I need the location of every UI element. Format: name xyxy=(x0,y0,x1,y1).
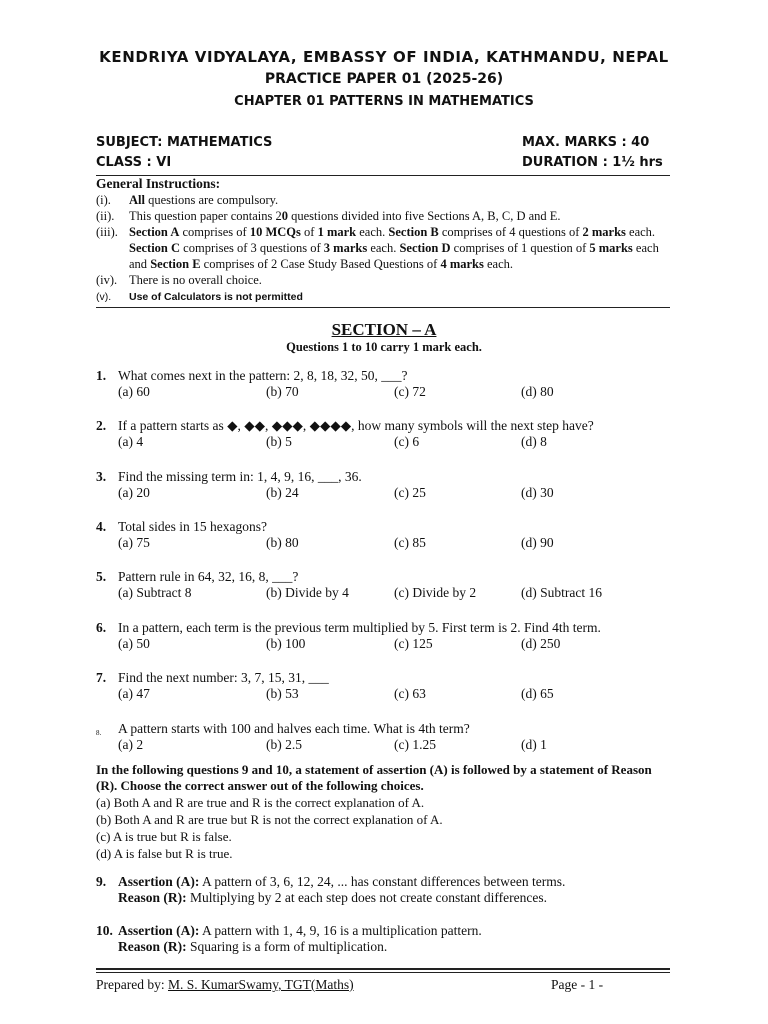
question-text: Total sides in 15 hexagons? xyxy=(118,519,268,534)
question-text: Find the next number: 3, 7, 15, 31, ___ xyxy=(118,670,329,685)
assertion-line xyxy=(118,874,565,890)
bold-text: 3 marks xyxy=(323,241,368,255)
option-c: (c) 125 xyxy=(394,636,433,651)
option-d: (d) 250 xyxy=(521,636,561,651)
option-d: (d) 90 xyxy=(521,535,554,550)
option-c: (c) 6 xyxy=(394,434,420,449)
option-c: (c) Divide by 2 xyxy=(394,585,477,600)
instruction-text: comprises of 1 question of xyxy=(450,241,590,255)
bold-text: 2 marks xyxy=(582,225,626,239)
option-d: (d) 65 xyxy=(521,686,554,701)
option-a: (a) 47 xyxy=(118,686,150,701)
instruction-text: of xyxy=(300,225,318,239)
instruction-text: comprises of 4 questions of xyxy=(438,225,583,239)
option-a: (a) 60 xyxy=(118,384,150,399)
reason-text: Squaring is a form of multiplication. xyxy=(186,939,388,954)
bold-text: Section A xyxy=(129,225,180,239)
question-number: 5. xyxy=(96,569,107,584)
max-marks-label: MAX. MARKS : 40 xyxy=(522,135,650,150)
section-title xyxy=(0,320,768,340)
option-b: (b) 24 xyxy=(266,485,299,500)
assertion-label: Assertion (A): xyxy=(118,923,200,938)
bold-text: Section D xyxy=(399,241,451,255)
option-d: (d) 30 xyxy=(521,485,554,500)
option-a: (a) Subtract 8 xyxy=(118,585,192,600)
school-name: KENDRIYA VIDYALAYA, EMBASSY OF INDIA, KATHMANDU, NEPAL xyxy=(99,48,669,66)
chapter-title: CHAPTER 01 PATTERNS IN MATHEMATICS xyxy=(234,94,534,109)
footer-divider-thin xyxy=(96,972,670,973)
bold-text: 4 marks xyxy=(440,257,484,271)
assertion-reason-heading: In the following questions 9 and 10, a statement of assertion (A) is followed by a statement of Reason (R). Choose the correct answer out of the following choices. xyxy=(96,762,652,793)
option-b: (b) 70 xyxy=(266,384,299,399)
option-c: (c) 85 xyxy=(394,535,426,550)
option-d: (d) 8 xyxy=(521,434,547,449)
instruction-number: (ii). xyxy=(96,209,115,223)
question-text: Find the missing term in: 1, 4, 9, 16, ___, 36. xyxy=(118,469,362,484)
question-number: 6. xyxy=(96,620,107,635)
instruction-text: comprises of 3 questions of xyxy=(180,241,324,255)
option-b: (b) 100 xyxy=(266,636,306,651)
reason-label: Reason (R): xyxy=(118,890,187,905)
question-number: 3. xyxy=(96,469,107,484)
assertion-line xyxy=(118,923,482,939)
option-a: (a) 2 xyxy=(118,737,144,752)
author-name: M. S. KumarSwamy, TGT(Maths) xyxy=(167,977,354,992)
class-label: CLASS : VI xyxy=(96,155,172,170)
assertion-label: Assertion (A): xyxy=(118,874,200,889)
instruction-text: Use of Calculators is not permitted xyxy=(129,291,303,303)
option-a: (a) 20 xyxy=(118,485,150,500)
ar-choice: (c) A is true but R is false. xyxy=(96,829,232,844)
option-b: (b) 80 xyxy=(266,535,299,550)
instruction-text: each. xyxy=(625,225,656,239)
bold-text: 1 mark xyxy=(317,225,357,239)
instruction-number: (i). xyxy=(96,193,111,207)
ar-choice: (d) A is false but R is true. xyxy=(96,846,233,861)
instructions-title: General Instructions: xyxy=(96,176,221,191)
option-a: (a) 4 xyxy=(118,434,144,449)
question-number: 7. xyxy=(96,670,107,685)
question-text: What comes next in the pattern: 2, 8, 18, 32, 50, ___? xyxy=(118,368,408,383)
instruction-text: each. xyxy=(483,257,514,271)
bold-text: 0 xyxy=(281,209,288,223)
paper-title: PRACTICE PAPER 01 (2025-26) xyxy=(264,71,504,87)
bold-text: Section B xyxy=(388,225,439,239)
reason-text: Multiplying by 2 at each step does not create constant differences. xyxy=(186,890,548,905)
option-d: (d) 80 xyxy=(521,384,554,399)
ar-choice: (a) Both A and R are true and R is the correct explanation of A. xyxy=(96,795,425,810)
bold-text: All xyxy=(129,193,145,207)
assertion-text: A pattern of 3, 6, 12, 24, ... has constant differences between terms. xyxy=(199,874,566,889)
section-title-text: SECTION – A xyxy=(331,320,437,339)
instruction-number: (iv). xyxy=(96,273,118,287)
option-b: (b) 53 xyxy=(266,686,299,701)
duration-label xyxy=(522,155,663,170)
duration-text: DURATION : 1 xyxy=(522,155,622,170)
subject-label: SUBJECT: MATHEMATICS xyxy=(96,135,273,150)
question-text: Pattern rule in 64, 32, 16, 8, ___? xyxy=(118,569,299,584)
instructions-divider xyxy=(96,307,670,308)
instruction-text: questions are compulsory. xyxy=(144,193,279,207)
option-c: (c) 1.25 xyxy=(394,737,436,752)
option-b: (b) Divide by 4 xyxy=(266,585,349,600)
instruction-text: There is no overall choice. xyxy=(129,273,262,287)
duration-fraction: ½ xyxy=(621,155,635,170)
bold-text: Section E xyxy=(150,257,201,271)
question-text: In a pattern, each term is the previous term multiplied by 5. First term is 2. Find 4th term. xyxy=(118,620,601,635)
instruction-text: This question paper contains 2 xyxy=(129,209,282,223)
option-b: (b) 2.5 xyxy=(266,737,302,752)
reason-label: Reason (R): xyxy=(118,939,187,954)
instruction-text: comprises of 2 Case Study Based Questions of xyxy=(200,257,441,271)
option-b: (b) 5 xyxy=(266,434,292,449)
option-d: (d) Subtract 16 xyxy=(521,585,602,600)
option-a: (a) 75 xyxy=(118,535,150,550)
instruction-number: (iii). xyxy=(96,225,118,239)
question-text: A pattern starts with 100 and halves each time. What is 4th term? xyxy=(118,721,470,736)
reason-line xyxy=(118,939,387,955)
question-number: 2. xyxy=(96,418,107,433)
footer-divider xyxy=(96,968,670,970)
question-number: 8. xyxy=(96,729,102,737)
instruction-text: each and xyxy=(129,241,659,271)
option-a: (a) 50 xyxy=(118,636,150,651)
option-c: (c) 25 xyxy=(394,485,426,500)
option-c: (c) 63 xyxy=(394,686,426,701)
option-c: (c) 72 xyxy=(394,384,426,399)
assertion-text: A pattern with 1, 4, 9, 16 is a multiplication pattern. xyxy=(199,923,482,938)
bold-text: Section C xyxy=(129,241,181,255)
question-number: 9. xyxy=(96,874,107,889)
instruction-text: each. xyxy=(367,241,400,255)
bold-text: 5 marks xyxy=(589,241,633,255)
section-subtitle: Questions 1 to 10 carry 1 mark each. xyxy=(286,340,482,354)
duration-unit: hrs xyxy=(634,155,663,170)
prepared-label: Prepared by: xyxy=(96,977,168,992)
option-d: (d) 1 xyxy=(521,737,547,752)
question-number: 10. xyxy=(96,923,113,938)
instruction-text: each. xyxy=(356,225,389,239)
bold-text: 10 MCQs xyxy=(249,225,301,239)
reason-line xyxy=(118,890,547,906)
prepared-by xyxy=(96,977,354,993)
instruction-number: (v). xyxy=(96,291,112,303)
page-number: Page - 1 - xyxy=(551,977,604,992)
question-number: 1. xyxy=(96,368,107,383)
instruction-text: comprises of xyxy=(179,225,250,239)
question-number: 4. xyxy=(96,519,107,534)
instruction-text: questions divided into five Sections A, B, C, D and E. xyxy=(288,209,561,223)
ar-choice: (b) Both A and R are true but R is not the correct explanation of A. xyxy=(96,812,443,827)
question-text: If a pattern starts as ◆, ◆◆, ◆◆◆, ◆◆◆◆, how many symbols will the next step have? xyxy=(118,418,594,433)
